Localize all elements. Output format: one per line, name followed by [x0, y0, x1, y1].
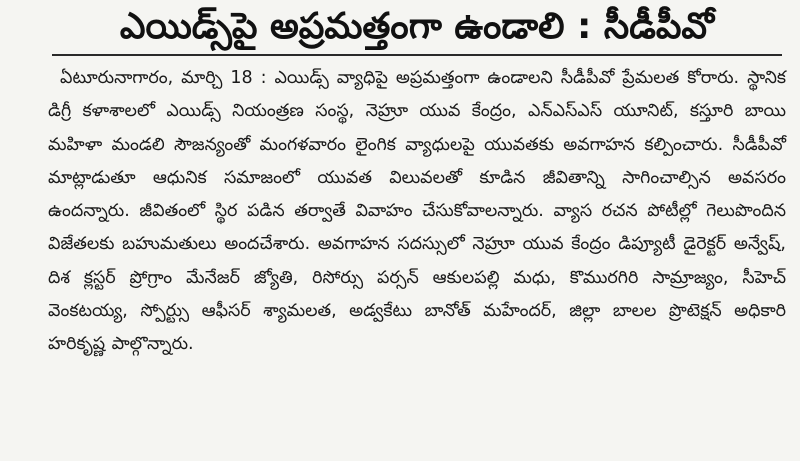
headline-divider	[52, 54, 782, 56]
article-body: ఏటూరునాగారం, మార్చి 18 : ఎయిడ్స్ వ్యాధిపై అప్రమత్తంగా ఉండాలని సీడీపీవో ప్రేమలత కోరారు. స్థానిక డిగ్రీ కళాశాలలో ఎయిడ్స్ నియంత్రణ సంస్థ, నెహ్రూ యువ కేంద్రం, ఎన్ఎస్ఎస్ యూనిట్, కస్తూరి బాయి మహిళా మండలి సౌజన్యంతో మంగళవారం లైంగిక వ్యాధులపై యువతకు అవగాహన కల్పించారు. సీడీపీవో మాట్లాడుతూ ఆధునిక సమాజంలో యువత విలువలతో కూడిన జీవితాన్ని సాగించాల్సిన అవసరం ఉందన్నారు. జీవితంలో స్థిర పడిన తర్వాతే వివాహం చేసుకోవాలన్నారు. వ్యాస రచన పోటీల్లో గెలుపొందిన విజేతలకు బహుమతులు అందచేశారు. అవగాహన సదస్సులో నెహ్రూ యువ కేంద్రం డిప్యూటీ డైరెక్టర్ అన్వేష్, దిశ క్లస్టర్ ప్రోగ్రాం మేనేజర్ జ్యోతి, రిసోర్సు పర్సన్ ఆకులపల్లి మధు, కొమురగిరి సామ్రాజ్యం, సీహెచ్ వెంకటయ్య, స్పోర్ట్సు ఆఫీసర్ శ్యామలత, అడ్వకేటు బానోత్ మహేందర్, జిల్లా బాలల ప్రొటెక్షన్ అధికారి హరికృష్ణ పాల్గొన్నారు.	[48, 68, 786, 355]
article-headline: ఎయిడ్స్‌పై అప్రమత్తంగా ఉండాలి : సీడీపీవో	[119, 6, 715, 47]
